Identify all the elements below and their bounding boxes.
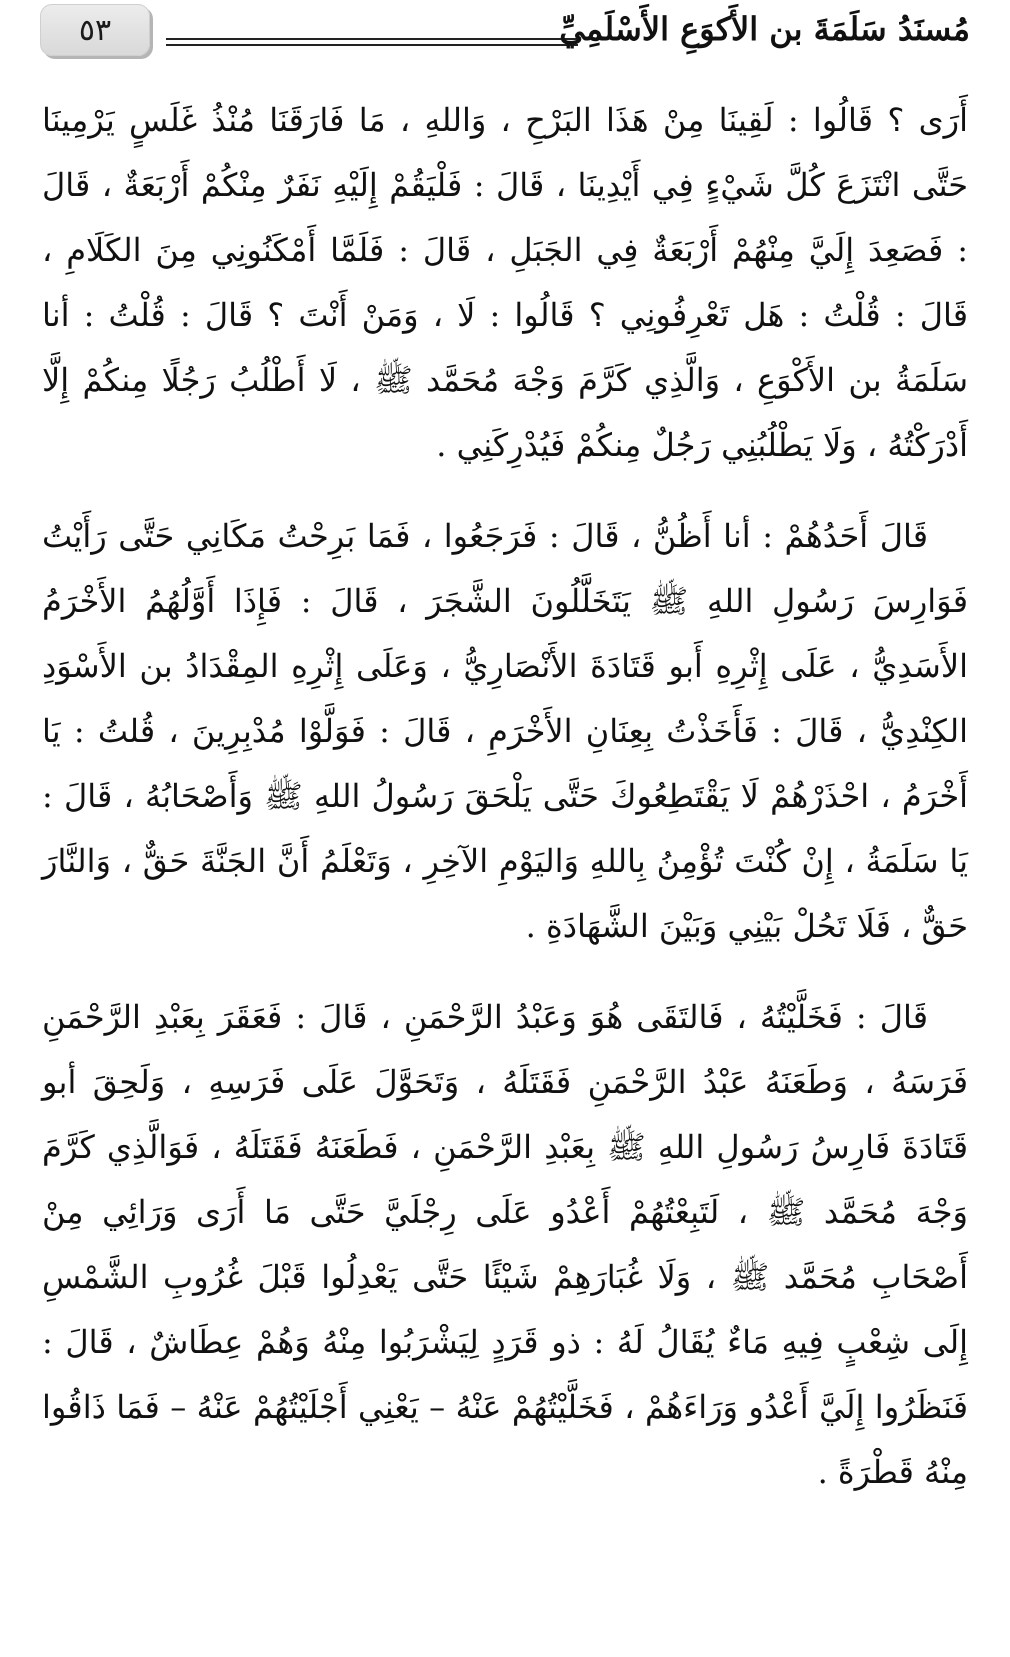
- header-rule-top: [166, 38, 578, 40]
- header-rule-bottom: [166, 44, 578, 46]
- paragraph-2: قَالَ أَحَدُهُمْ : أنا أَظُنُّ ، قَالَ : فَرَجَعُوا ، فَمَا بَرِحْتُ مَكَانِي حَتَّى رَأَيْتُ فَوَارِسَ رَسُولِ اللهِ ﷺ يَتَخَلَّلُونَ الشَّجَرَ ، قَالَ : فَإِذَا أَوَّلُهُمُ الأَخْرَمُ الأَسَدِيُّ ، عَلَى إِثْرِهِ أَبو قَتَادَةَ الأَنْصَارِيُّ ، وَعَلَى إِثْرِهِ المِقْدَادُ بن الأَسْوَدِ الكِنْدِيُّ ، قَالَ : فَأَخَذْتُ بِعِنَانِ الأَخْرَمِ ، قَالَ : فَوَلَّوْا مُدْبِرِينَ ، قُلتُ : يَا أَخْرَمُ ، احْذَرْهُمْ لَا يَقْتَطِعُوكَ حَتَّى يَلْحَقَ رَسُولُ اللهِ ﷺ وَأَصْحَابُهُ ، قَالَ : يَا سَلَمَةُ ، إِنْ كُنْتَ تُؤْمِنُ بِاللهِ وَاليَوْمِ الآخِرِ ، وَتَعْلَمُ أَنَّ الجَنَّةَ حَقٌّ ، وَالنَّارَ حَقٌّ ، فَلَا تَحُلْ بَيْنِي وَبَيْنَ الشَّهَادَةِ .: [42, 517, 969, 945]
- main-text: [42, 88, 968, 1531]
- page-number: ٥٣: [78, 12, 112, 48]
- paragraph-3: قَالَ : فَخَلَّيْتُهُ ، فَالتَقَى هُوَ وَعَبْدُ الرَّحْمَنِ ، قَالَ : فَعَقَرَ بِعَبْدِ الرَّحْمَنِ فَرَسَهُ ، وَطَعَنَهُ عَبْدُ الرَّحْمَنِ فَقَتَلَهُ ، وَتَحَوَّلَ عَلَى فَرَسِهِ ، وَلَحِقَ أبو قَتَادَةَ فَارِسُ رَسُولِ اللهِ ﷺ بِعَبْدِ الرَّحْمَنِ ، فَطَعَنَهُ فَقَتَلَهُ ، فَوَالَّذِي كَرَّمَ وَجْهَ مُحَمَّد ﷺ ، لَتَبِعْتُهُمْ أَعْدُو عَلَى رِجْلَيَّ حَتَّى مَا أَرَى وَرَائِي مِنْ أَصْحَابِ مُحَمَّد ﷺ ، وَلَا غُبَارَهِمْ شَيْئًا حَتَّى يَعْدِلُوا قَبْلَ غُرُوبِ الشَّمْسِ إِلَى شِعْبٍ فِيهِ مَاءٌ يُقَالُ لَهُ : ذو قَرَدٍ لِيَشْرَبُوا مِنْهُ وَهُمْ عِطَاشٌ ، قَالَ : فَنَظَرُوا إِلَيَّ أَعْدُو وَرَاءَهُمْ ، فَخَلَّيْتُهُمْ عَنْهُ – يَعْنِي أَجْلَيْتُهُمْ عَنْهُ – فَمَا ذَاقُوا مِنْهُ قَطْرَةً .: [42, 998, 968, 1491]
- page-number-badge: [40, 4, 150, 56]
- page-header: [0, 0, 1010, 76]
- running-title: مُسنَدُ سَلَمَةَ بن الأَكوَعِ الأَسْلَمِيِّ: [559, 10, 970, 48]
- paragraph-1: أَرَى ؟ قَالُوا : لَقِينَا مِنْ هَذَا البَرْحِ ، وَاللهِ ، مَا فَارَقَنَا مُنْذُ غَلَسٍ يَرْمِينَا حَتَّى انْتَزَعَ كُلَّ شَيْءٍ فِي أَيْدِينَا ، قَالَ : فَلْيَقُمْ إِلَيْهِ نَفَرٌ مِنْكُمْ أَرْبَعَةٌ ، قَالَ : فَصَعِدَ إِلَيَّ مِنْهُمْ أَرْبَعَةٌ فِي الجَبَلِ ، قَالَ : فَلَمَّا أَمْكَنُونِي مِنَ الكَلَامِ ، قَالَ : قُلْتُ : هَل تَعْرِفُونِي ؟ قَالُوا : لَا ، وَمَنْ أَنْتَ ؟ قَالَ : قُلْتُ : أنا سَلَمَةُ بن الأَكْوَعِ ، وَالَّذِي كَرَّمَ وَجْهَ مُحَمَّد ﷺ ، لَا أَطْلُبُ رَجُلًا مِنكُمْ إِلَّا أَدْرَكْتُهُ ، وَلَا يَطْلُبُنِي رَجُلٌ مِنكُمْ فَيُدْرِكَنِي .: [42, 101, 969, 464]
